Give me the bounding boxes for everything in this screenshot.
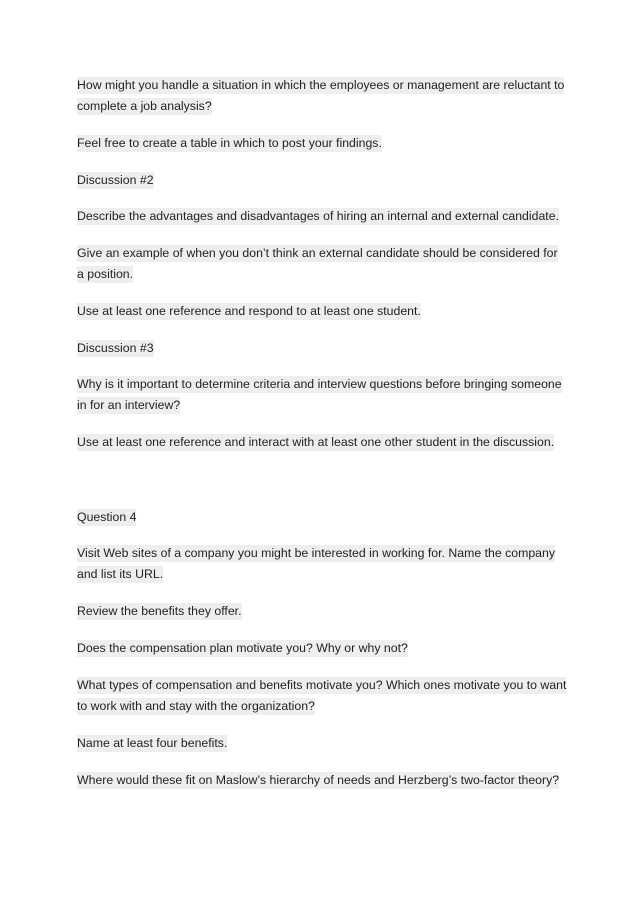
paragraph-interact-instruction (77, 432, 567, 453)
heading-discussion-2 (77, 170, 567, 191)
paragraph-table-note (77, 133, 567, 154)
heading-text: Discussion #3 (77, 341, 154, 355)
heading-discussion-3 (77, 338, 567, 359)
paragraph-compensation-plan (77, 638, 567, 659)
paragraph-visit-websites (77, 543, 567, 585)
paragraph-text: Give an example of when you don’t think an external candidate should be considered for a position. (77, 246, 558, 281)
paragraph-review-benefits (77, 601, 567, 622)
paragraph-text: Use at least one reference and interact with at least one other student in the discussion. (77, 435, 555, 449)
paragraph-interview-criteria (77, 374, 567, 416)
paragraph-text: Describe the advantages and disadvantages of hiring an internal and external candidate. (77, 209, 559, 223)
paragraph-text: How might you handle a situation in which the employees or management are reluctant to complete a job analysis? (77, 78, 565, 113)
heading-text: Discussion #2 (77, 173, 154, 187)
paragraph-text: Where would these fit on Maslow’s hierarchy of needs and Herzberg’s two-factor theory? (77, 773, 560, 787)
paragraph-advantages-question (77, 206, 567, 227)
paragraph-text: What types of compensation and benefits motivate you? Which ones motivate you to want to work with and stay with the organization? (77, 678, 567, 713)
paragraph-external-candidate (77, 243, 567, 285)
paragraph-text: Feel free to create a table in which to post your findings. (77, 136, 382, 150)
paragraph-job-analysis-question (77, 75, 567, 117)
paragraph-text: Does the compensation plan motivate you? Why or why not? (77, 641, 408, 655)
paragraph-four-benefits (77, 733, 567, 754)
paragraph-maslow-herzberg (77, 770, 567, 791)
heading-text: Question 4 (77, 510, 137, 524)
paragraph-text: Name at least four benefits. (77, 736, 228, 750)
paragraph-compensation-types (77, 675, 567, 717)
paragraph-text: Why is it important to determine criteria and interview questions before bringing someone in for an interview? (77, 377, 562, 412)
paragraph-text: Use at least one reference and respond to at least one student. (77, 304, 421, 318)
heading-question-4 (77, 507, 567, 528)
paragraph-text: Visit Web sites of a company you might be interested in working for. Name the company and list its URL. (77, 546, 555, 581)
paragraph-reference-instruction (77, 301, 567, 322)
paragraph-text: Review the benefits they offer. (77, 604, 242, 618)
